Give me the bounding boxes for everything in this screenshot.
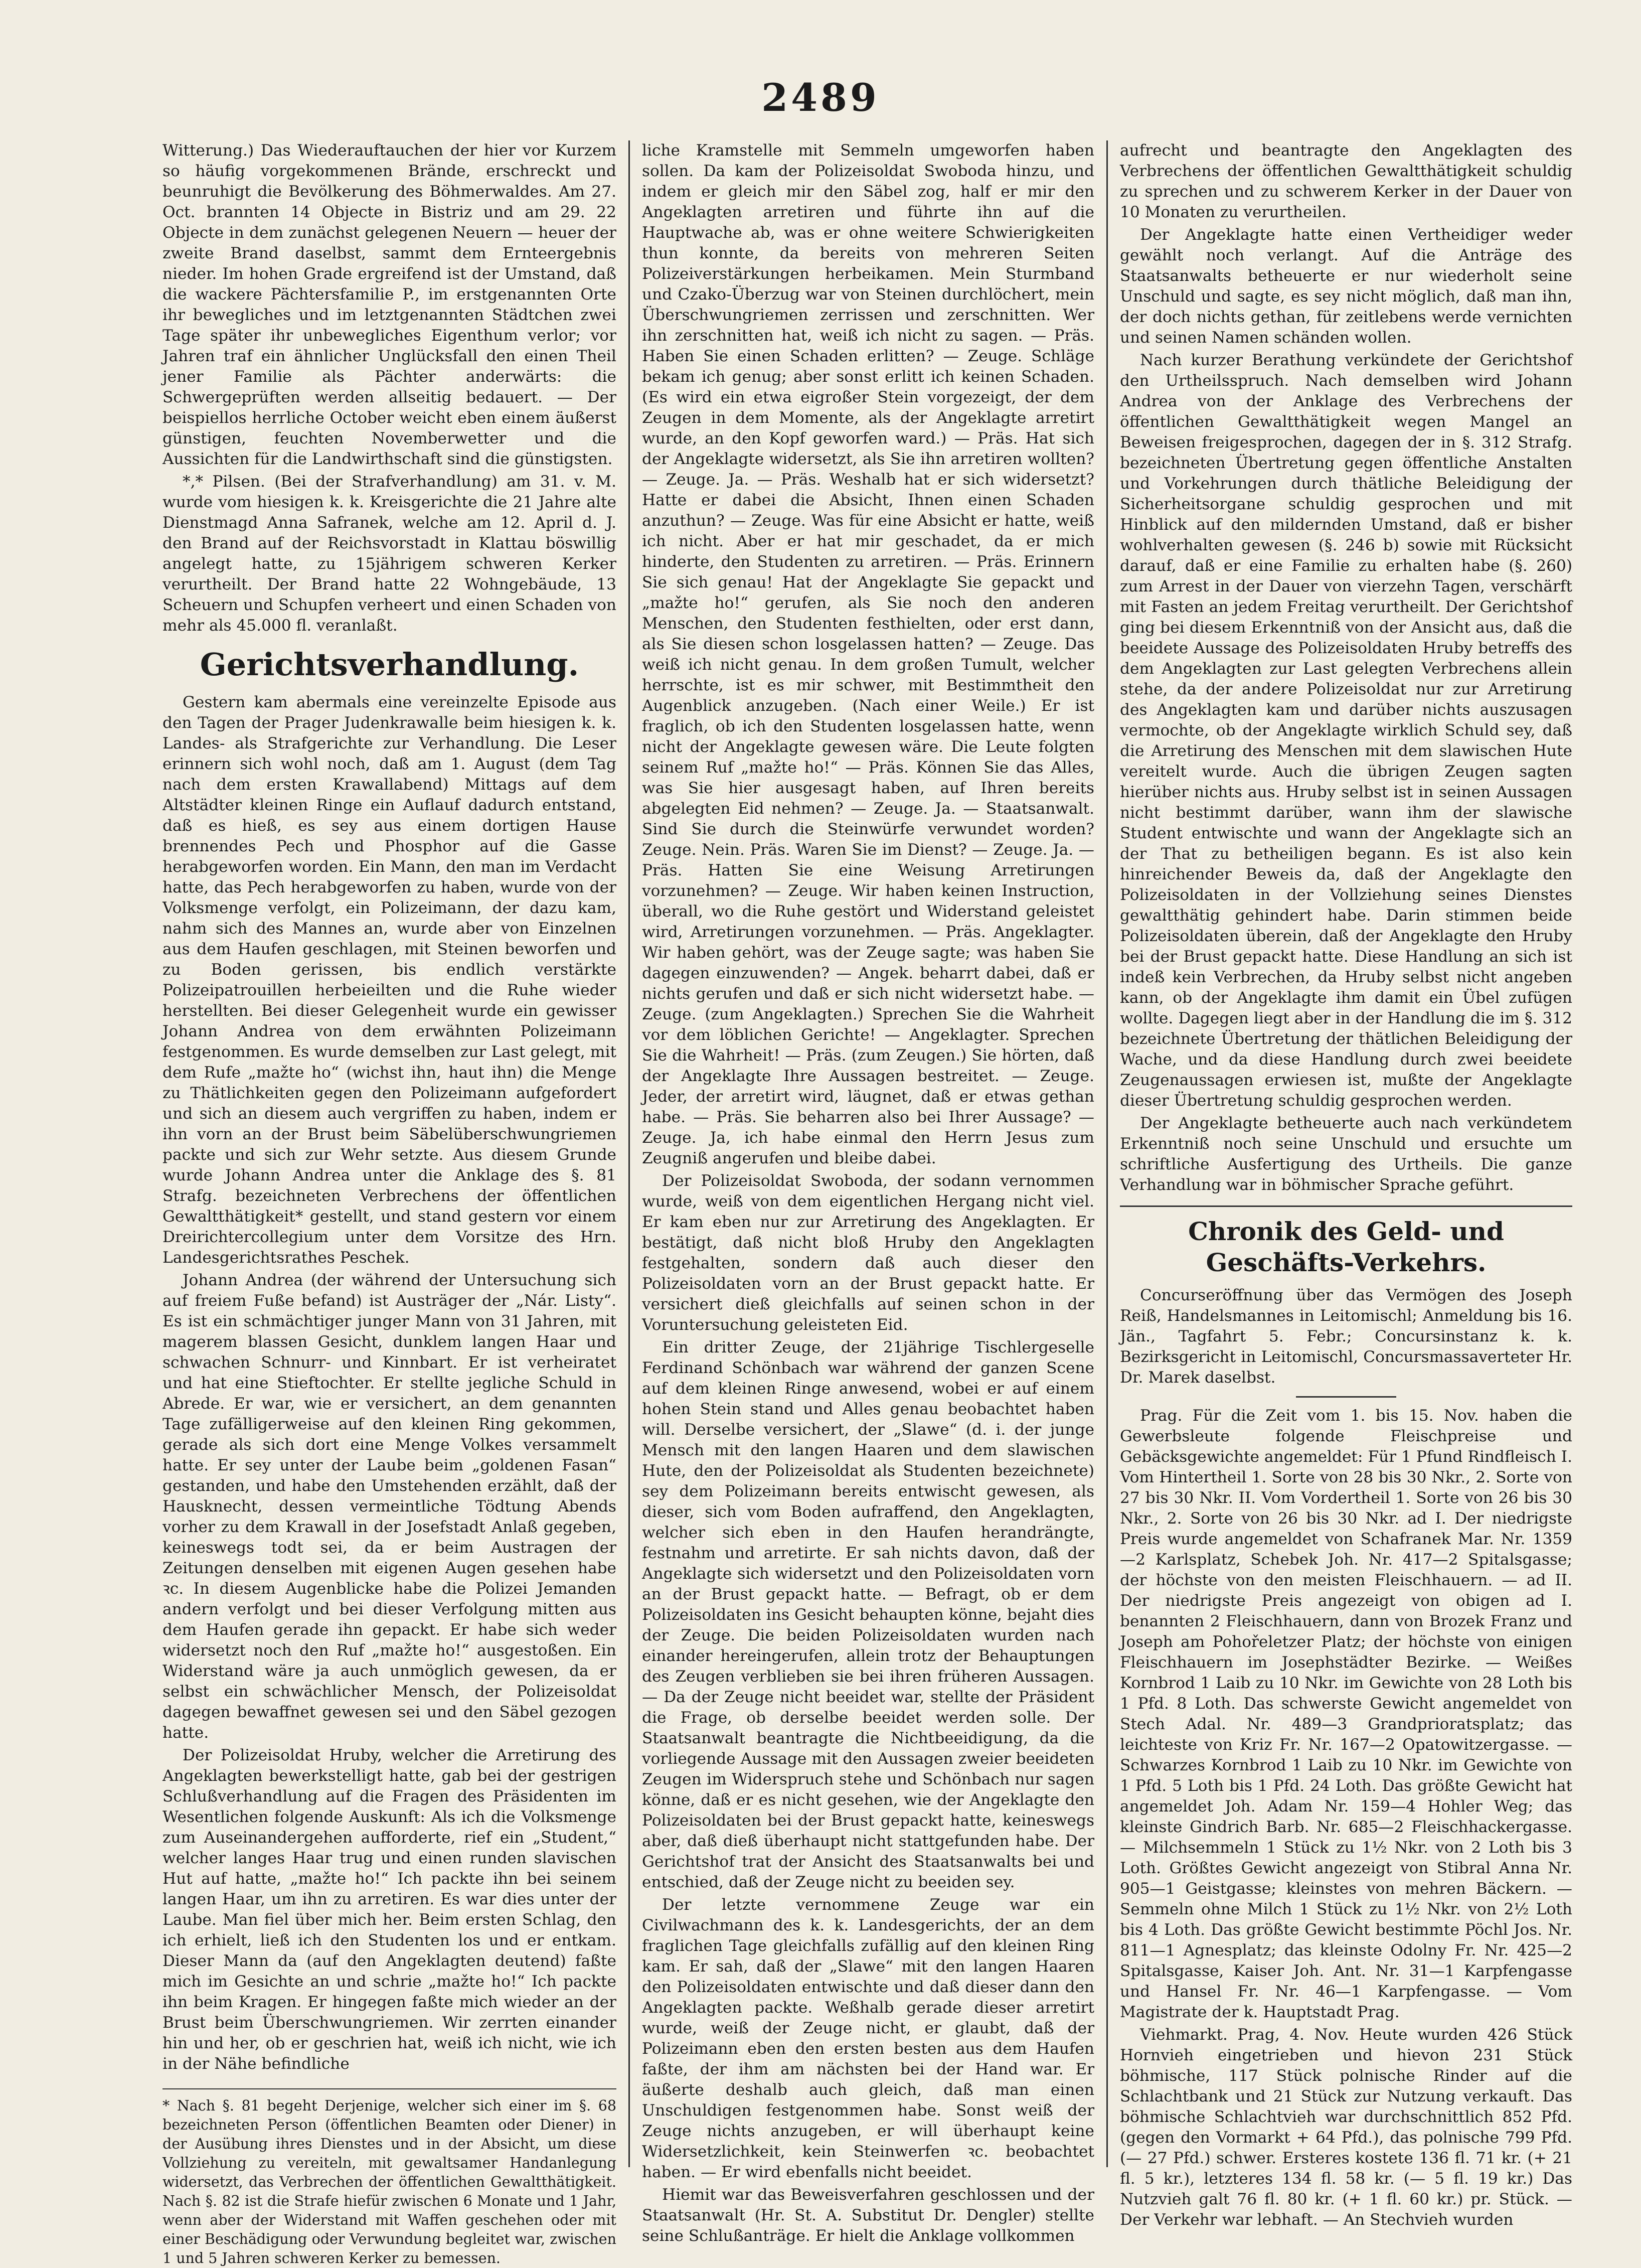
paragraph: Viehmarkt. Prag, 4. Nov. Heute wurden 426 Stück Hornvieh eingetrieben und hievon 231 Stück böhmische, 117 Stück polnische Rinder auf die Schlachtbank und 21 Stück zur Nutzung verkauft. Das böhmische Schlachtvieh war durchschnittlich 852 Pfd. (gegen den Vormarkt + 64 Pfd.), das polnische 799 Pfd. (— 27 Pfd.) schwer. Ersteres kostete 136 fl. 71 kr. (+ 21 fl. 5 kr.), letzteres 134 fl. 58 kr. (— 5 fl. 19 kr.) Das Nutzvieh galt 76 fl. 80 kr. (+ 1 fl. 60 kr.) pr. Stück. — Der Verkehr war lebhaft. — An Stechvieh wurden	[1120, 2026, 1572, 2229]
paragraph: liche Kramstelle mit Semmeln umgeworfen haben sollen. Da kam der Polizeisoldat Swoboda hinzu, und indem er gleich mir den Säbel zog, half er mir den Angeklagten arretiren und führte ihn auf die Hauptwache ab, was er ohne weitere Schwierigkeiten thun konnte, da bereits von mehreren Seiten Polizeiverstärkungen herbeikamen. Mein Sturmband und Czako-Überzug war von Steinen durchlöchert, mein Überschwungriemen zerrissen und zerschnitten. Wer ihn zerschnitten hat, weiß ich nicht zu sagen. — Präs. Haben Sie einen Schaden erlitten? — Zeuge. Schläge bekam ich genug; aber sonst erlitt ich keinen Schaden. (Es wird ein etwa eigroßer Stein vorgezeigt, der dem Zeugen in dem Momente, als der Angeklagte arretirt wurde, an den Kopf geworfen ward.) — Präs. Hat sich der Angeklagte widersetzt, als Sie ihn arretiren wollten? — Zeuge. Ja. — Präs. Weshalb hat er sich widersetzt? Hatte er dabei die Absicht, Ihnen einen Schaden anzuthun? — Zeuge. Was für eine Absicht er hatte, weiß ich nicht. Aber er hat mir geschadet, da er mich hinderte, den Studenten zu arretiren. — Präs. Erinnern Sie sich genau! Hat der Angeklagte Sie gepackt und „mažte ho!“ gerufen, als Sie noch den anderen Menschen, den Studenten festhielten, oder erst dann, als Sie diesen schon losgelassen hatten? — Zeuge. Das weiß ich nicht genau. In dem großen Tumult, welcher herrschte, ist es mir schwer, mit Bestimmtheit den Augenblick anzugeben. (Nach einer Weile.) Er ist fraglich, ob ich den Studenten losgelassen hatte, wenn nicht der Angeklagte gewesen wäre. Die Leute folgten seinem Ruf „mažte ho!“ — Präs. Können Sie das Alles, was Sie hier ausgesagt haben, auf Ihren bereits abgelegten Eid nehmen? — Zeuge. Ja. — Staatsanwalt. Sind Sie durch die Steinwürfe verwundet worden? Zeuge. Nein. Präs. Waren Sie im Dienst? — Zeuge. Ja. — Präs. Hatten Sie eine Weisung Arretirungen vorzunehmen? — Zeuge. Wir haben keinen Instruction, überall, wo die Ruhe gestört und Widerstand geleistet wird, Arretirungen vorzunehmen. — Präs. Angeklagter. Wir haben gehört, was der Zeuge sagte; was haben Sie dagegen einzuwenden? — Angek. beharrt dabei, daß er nichts gerufen und daß er sich nicht widersetzt habe. — Zeuge. (zum Angeklagten.) Sprechen Sie die Wahrheit vor dem löblichen Gerichte! — Angeklagter. Sprechen Sie die Wahrheit! — Präs. (zum Zeugen.) Sie hörten, daß der Angeklagte Ihre Aussagen bestreitet. — Zeuge. Jeder, der arretirt wird, läugnet, daß er etwas gethan habe. — Präs. Sie beharren also bei Ihrer Aussage? — Zeuge. Ja, ich habe einmal den Herrn Jesus zum Zeugniß angerufen und bleibe dabei.	[642, 141, 1094, 1167]
paragraph: Witterung.) Das Wiederauftauchen der hier vor Kurzem so häufig vorgekommenen Brände, erschreckt und beunruhigt die Bevölkerung des Böhmerwaldes. Am 27. Oct. brannten 14 Objecte in Bistriz und am 29. 22 Objecte in dem zunächst gelegenen Neuern — heuer der zweite Brand daselbst, sammt dem Ernteergebnis nieder. Im hohen Grade ergreifend ist der Umstand, daß die wackere Pächtersfamilie P., im erstgenannten Orte ihr bewegliches und im letztgenannten Städtchen zwei Tage später ihr unbewegliches Eigenthum verlor; vor Jahren traf ein ähnlicher Unglücksfall den einen Theil jener Familie als Pächter anderwärts: die Schwergeprüften werden allseitig bedauert. — Der beispiellos herrliche October weicht eben einem äußerst günstigen, feuchten Novemberwetter und die Aussichten für die Landwirthschaft sind die günstigsten.	[162, 141, 616, 468]
paragraph: Der Polizeisoldat Hruby, welcher die Arretirung des Angeklagten bewerkstelligt hatte, gab bei der gestrigen Schlußverhandlung auf die Fragen des Präsidenten im Wesentlichen folgende Auskunft: Als ich die Volksmenge zum Auseinandergehen aufforderte, rief ein „Student,“ welcher langes Haar trug und einen runden slavischen Hut auf hatte, „mažte ho!“ Ich packte ihn bei seinem langen Haar, um ihn zu arretiren. Es war dies unter der Laube. Man fiel über mich her. Beim ersten Schlag, den ich erhielt, ließ ich den Studenten los und er entkam. Dieser Mann da (auf den Angeklagten deutend) faßte mich im Gesichte an und schrie „mažte ho!“ Ich packte ihn beim Kragen. Er hingegen faßte mich wieder an der Brust beim Überschwungriemen. Wir zerrten einander hin und her, ob er geschrien hat, weiß ich nicht, wie ich in der Nähe befindliche	[162, 1746, 616, 2073]
paragraph: Der Polizeisoldat Swoboda, der sodann vernommen wurde, weiß von dem eigentlichen Hergang nicht viel. Er kam eben nur zur Arretirung des Angeklagten. Er bestätigt, daß nicht bloß Hruby den Angeklagten festgehalten, sondern daß auch dieser den Polizeisoldaten vorn an der Brust gepackt hatte. Er versichert dieß gleichfalls auf seinen schon in der Voruntersuchung geleisteten Eid.	[642, 1172, 1094, 1334]
footnote: * Nach §. 81 begeht Derjenige, welcher sich einer im §. 68 bezeichneten Person (öffentlichen Beamten oder Diener) in der Ausübung ihres Dienstes und in der Absicht, um diese Vollziehung zu vereiteln, mit gewaltsamer Handanlegung widersetzt, das Verbrechen der öffentlichen Gewaltthätigkeit. Nach §. 82 ist die Strafe hiefür zwischen 6 Monate und 1 Jahr, wenn aber der Widerstand mit Waffen geschehen oder mit einer Beschädigung oder Verwundung begleitet war, zwischen 1 und 5 Jahren schweren Kerker zu bemessen.	[162, 2088, 616, 2268]
paragraph: Der Angeklagte betheuerte auch nach verkündetem Erkenntniß noch seine Unschuld und ersuchte um schriftliche Ausfertigung des Urtheils. Die ganze Verhandlung war in böhmischer Sprache geführt.	[1120, 1114, 1572, 1194]
paragraph: Ein dritter Zeuge, der 21jährige Tischlergeselle Ferdinand Schönbach war während der ganzen Scene auf dem kleinen Ringe anwesend, wobei er auf einem hohen Stein stand und Alles genau beobachtet haben will. Derselbe versichert, der „Slawe“ (d. i. der junge Mensch mit den langen Haaren und dem slawischen Hute, den der Polizeisoldat als Studenten bezeichnete) sey dem Polizeimann bereits entwischt gewesen, als dieser, sich vom Boden aufraffend, den Angeklagten, welcher sich eben in den Haufen herandrängte, festnahm und arretirte. Er sah nichts davon, daß der Angeklagte sich widersetzt und den Polizeisoldaten vorn an der Brust gepackt hatte. — Befragt, ob er dem Polizeisoldaten ins Gesicht behaupten könne, bejaht dies der Zeuge. Die beiden Polizeisoldaten wurden nach einander hereingerufen, allein trotz der Behauptungen des Zeugen verblieben sie bei ihren früheren Aussagen. — Da der Zeuge nicht beeidet war, stellte der Präsident die Frage, ob derselbe beeidet werden solle. Der Staatsanwalt beantragte die Nichtbeeidigung, da die vorliegende Aussage mit den Aussagen zweier beeideten Zeugen im Widerspruch stehe und Schönbach nur sagen könne, daß er es nicht gesehen, wie der Angeklagte den Polizeisoldaten bei der Brust gepackt hatte, keineswegs aber, daß dieß überhaupt nicht stattgefunden habe. Der Gerichtshof trat der Ansicht des Staatsanwalts bei und entschied, daß der Zeuge nicht zu beeiden sey.	[642, 1338, 1094, 1891]
paragraph: Der letzte vernommene Zeuge war ein Civilwachmann des k. k. Landesgerichts, der an dem fraglichen Tage gleichfalls zufällig auf den kleinen Ring kam. Er sah, daß der „Slawe“ mit den langen Haaren den Polizeisoldaten entwischte und daß dieser dann den Angeklagten packte. Weßhalb gerade dieser arretirt wurde, weiß der Zeuge nicht, er glaubt, daß der Polizeimann eben den ersten besten aus dem Haufen faßte, der ihm am nächsten bei der Hand war. Er äußerte deshalb auch gleich, daß man einen Unschuldigen festgenommen habe. Sonst weiß der Zeuge nichts anzugeben, er will überhaupt keine Widersetzlichkeit, kein Steinwerfen ꝛc. beobachtet haben. — Er wird ebenfalls nicht beeidet.	[642, 1896, 1094, 2181]
newspaper-columns	[150, 140, 1585, 2266]
paragraph: Prag. Für die Zeit vom 1. bis 15. Nov. haben die Gewerbsleute folgende Fleischpreise und Gebäcksgewichte angemeldet: Für 1 Pfund Rindfleisch I. Vom Hintertheil 1. Sorte von 28 bis 30 Nkr., 2. Sorte von 27 bis 30 Nkr. II. Vom Vordertheil 1. Sorte von 26 bis 30 Nkr., 2. Sorte von 26 bis 30 Nkr. ad I. Der niedrigste Preis wurde angemeldet von Schafranek Mar. Nr. 1359—2 Karlsplatz, Schebek Joh. Nr. 417—2 Spitalsgasse; der höchste von den meisten Fleischhauern. — ad II. Der niedrigste Preis angezeigt von obigen ad I. benannten 2 Fleischhauern, dann von Brozek Franz und Joseph am Pohořeletzer Platz; der höchste von einigen Fleischhauern im Josephstädter Bezirke. — Weißes Kornbrod 1 Laib zu 10 Nkr. im Gewichte von 28 Loth bis 1 Pfd. 8 Loth. Das schwerste Gewicht angemeldet von Stech Adal. Nr. 489—3 Grandprioratsplatz; das leichteste von Kriz Fr. Nr. 167—2 Opatowitzergasse. — Schwarzes Kornbrod 1 Laib zu 10 Nkr. im Gewichte von 1 Pfd. 5 Loth bis 1 Pfd. 24 Loth. Das größte Gewicht hat angemeldet Joh. Adam Nr. 159—4 Hohler Weg; das kleinste Gindrich Barb. Nr. 685—2 Fleischhackergasse. — Milchsemmeln 1 Stück zu 1½ Nkr. von 2 Loth bis 3 Loth. Größtes Gewicht angezeigt von Stibral Anna Nr. 905—1 Geistgasse; kleinstes von mehren Bäckern. — Semmeln ohne Milch 1 Stück zu 1½ Nkr. von 2½ Loth bis 4 Loth. Das größte Gewicht bestimmte Pöchl Jos. Nr. 811—1 Agnesplatz; das kleinste Odolny Fr. Nr. 425—2 Spitalsgasse, Kaiser Joh. Ant. Nr. 31—1 Karpfengasse und Hansel Fr. Nr. 46—1 Karpfengasse. — Vom Magistrate der k. Hauptstadt Prag.	[1120, 1407, 1572, 2021]
paragraph: Johann Andrea (der während der Untersuchung sich auf freiem Fuße befand) ist Austräger der „Nár. Listy“. Es ist ein schmächtiger junger Mann von 31 Jahren, mit magerem blassen Gesicht, dunklem langen Haar und schwachen Schnurr- und Kinnbart. Er ist verheiratet und hat eine Stieftochter. Er stellte jegliche Schuld in Abrede. Er war, wie er versichert, an dem genannten Tage zufälligerweise auf den kleinen Ring gekommen, gerade als sich dort eine Menge Volkes versammelt hatte. Er sey unter der Laube beim „goldenen Fasan“ gestanden, und habe den Umstehenden erzählt, daß der Hausknecht, dessen vermeintliche Tödtung Abends vorher zu dem Krawall in der Josefstadt Anlaß gegeben, keineswegs todt sei, da er beim Austragen der Zeitungen denselben mit eigenen Augen gesehen habe ꝛc. In diesem Augenblicke habe die Polizei Jemanden andern verfolgt und bei dieser Verfolgung mitten aus dem Haufen gerade ihn gepackt. Er habe sich weder widersetzt noch den Ruf „mažte ho!“ ausgestoßen. Ein Widerstand wäre ja auch unmöglich gewesen, da er selbst ein schwächlicher Mensch, der Polizeisoldat dagegen bewaffnet gewesen sei und den Säbel gezogen hatte.	[162, 1271, 616, 1742]
column-3	[1106, 140, 1584, 2229]
paragraph: Der Angeklagte hatte einen Vertheidiger weder gewählt noch verlangt. Auf die Anträge des Staatsanwalts betheuerte er nur wiederholt seine Unschuld und sagte, es sey nicht möglich, daß man ihn, der doch nichts gethan, für zeitlebens werde vernichten und seinen Namen schänden wollen.	[1120, 226, 1572, 347]
column-2	[628, 140, 1106, 2245]
paragraph: Concurseröffnung über das Vermögen des Joseph Reiß, Handelsmannes in Leitomischl; Anmeldung bis 16. Jän., Tagfahrt 5. Febr.; Concursinstanz k. k. Bezirksgericht in Leitomischl, Concursmassaverteter Hr. Dr. Marek daselbst.	[1120, 1286, 1572, 1387]
paragraph: *,* Pilsen. (Bei der Strafverhandlung) am 31. v. M. wurde vom hiesigen k. k. Kreisgerichte die 21 Jahre alte Dienstmagd Anna Safranek, welche am 12. April d. J. den Brand auf der Reichsvorstadt in Klattau böswillig angelegt hatte, zu 15jährigem schweren Kerker verurtheilt. Der Brand hatte 22 Wohngebäude, 13 Scheuern und Schupfen verheert und einen Schaden von mehr als 45.000 fl. veranlaßt.	[162, 473, 616, 635]
paragraph: aufrecht und beantragte den Angeklagten des Verbrechens der öffentlichen Gewaltthätigkeit schuldig zu sprechen und zu schwerem Kerker in der Dauer von 10 Monaten zu verurtheilen.	[1120, 141, 1572, 221]
paragraph: Gestern kam abermals eine vereinzelte Episode aus den Tagen der Prager Judenkrawalle beim hiesigen k. k. Landes- als Strafgerichte zur Verhandlung. Die Leser erinnern sich wohl noch, daß am 1. August (dem Tag nach dem ersten Krawallabend) Mittags auf dem Altstädter kleinen Ringe ein Auflauf dadurch entstand, daß es hieß, es sey aus einem dortigen Hause brennendes Pech und Phosphor auf die Gasse herabgeworfen worden. Ein Mann, den man im Verdacht hatte, das Pech herabgeworfen zu haben, wurde von der Volksmenge verfolgt, ein Polizeimann, der dazu kam, nahm sich des Mannes an, wurde aber von Einzelnen aus dem Haufen geschlagen, mit Steinen beworfen und zu Boden gerissen, bis endlich verstärkte Polizeipatrouillen herbeieilten und die Ruhe wieder herstellten. Bei dieser Gelegenheit wurde ein gewisser Johann Andrea von dem erwähnten Polizeimann festgenommen. Es wurde demselben zur Last gelegt, mit dem Rufe „mažte ho“ (wichst ihn, haut ihn) die Menge zu Thätlichkeiten gegen den Polizeimann aufgefordert und sich an diesem auch vergriffen zu haben, indem er ihn vorn an der Brust beim Säbelüberschwungriemen packte und sich zur Wehr setzte. Aus diesem Grunde wurde Johann Andrea unter die Anklage des §. 81 Strafg. bezeichneten Verbrechens der öffentlichen Gewaltthätigkeit* gestellt, und stand gestern vor einem Dreirichtercollegium unter dem Vorsitze des Hrn. Landesgerichtsrathes Peschek.	[162, 693, 616, 1267]
section-heading: Gerichtsverhandlung.	[200, 646, 579, 683]
paragraph: Nach kurzer Berathung verkündete der Gerichtshof den Urtheilsspruch. Nach demselben wird Johann Andrea von der Anklage des Verbrechens der öffentlichen Gewaltthätigkeit wegen Mangel an Beweisen freigesprochen, dagegen der in §. 312 Strafg. bezeichneten Übertretung gegen öffentliche Anstalten und Vorkehrungen durch thätliche Beleidigung der Sicherheitsorgane schuldig gesprochen und mit Hinblick auf den mildernden Umstand, daß er bisher wohlverhalten gewesen (§. 246 b) sowie mit Rücksicht darauf, daß er eine Familie zu erhalten habe (§. 260) zum Arrest in der Dauer von vierzehn Tagen, verschärft mit Fasten an jedem Freitag verurtheilt. Der Gerichtshof ging bei diesem Erkenntniß von der Ansicht aus, daß die beeidete Aussage des Polizeisoldaten Hruby betreffs des dem Angeklagten zur Last gelegten Verbrechens allein stehe, da der andere Polizeisoldat nur zur Arretirung des Angeklagten kam und darüber nichts auszusagen vermochte, ob der Angeklagte wirklich Schuld sey, daß die Arretirung des Menschen mit dem slawischen Hute vereitelt wurde. Auch die übrigen Zeugen sagten hierüber nichts aus. Hruby selbst ist in seinen Aussagen nicht bestimmt darüber, wann ihm der slawische Student entwischte und wann der Angeklagte sich an der That zu betheiligen begann. Es ist also kein hinreichender Beweis da, daß der Angeklagte den Polizeisoldaten in der Vollziehung seines Dienstes gewaltthätig gehindert habe. Darin stimmen beide Polizeisoldaten überein, daß der Angeklagte den Hruby bei der Brust gepackt hatte. Diese Handlung an sich ist indeß kein Verbrechen, da Hruby selbst nicht angeben kann, ob der Angeklagte ihm damit ein Übel zufügen wollte. Dagegen liegt aber in der Handlung die im §. 312 bezeichnete Übertretung der thätlichen Beleidigung der Wache, und da diese Handlung durch zwei beeidete Zeugenaussagen erwiesen ist, mußte der Angeklagte dieser Übertretung schuldig gesprochen werden.	[1120, 351, 1572, 1110]
paragraph: Hiemit war das Beweisverfahren geschlossen und der Staatsanwalt (Hr. St. A. Substitut Dr. Dengler) stellte seine Schlußanträge. Er hielt die Anklage vollkommen	[642, 2186, 1094, 2245]
column-1	[150, 140, 628, 2266]
page-number: 2489	[761, 75, 880, 120]
divider	[1296, 1396, 1396, 1398]
chronik-heading: Chronik des Geld- und Geschäfts-Verkehrs.	[1120, 1205, 1572, 1278]
